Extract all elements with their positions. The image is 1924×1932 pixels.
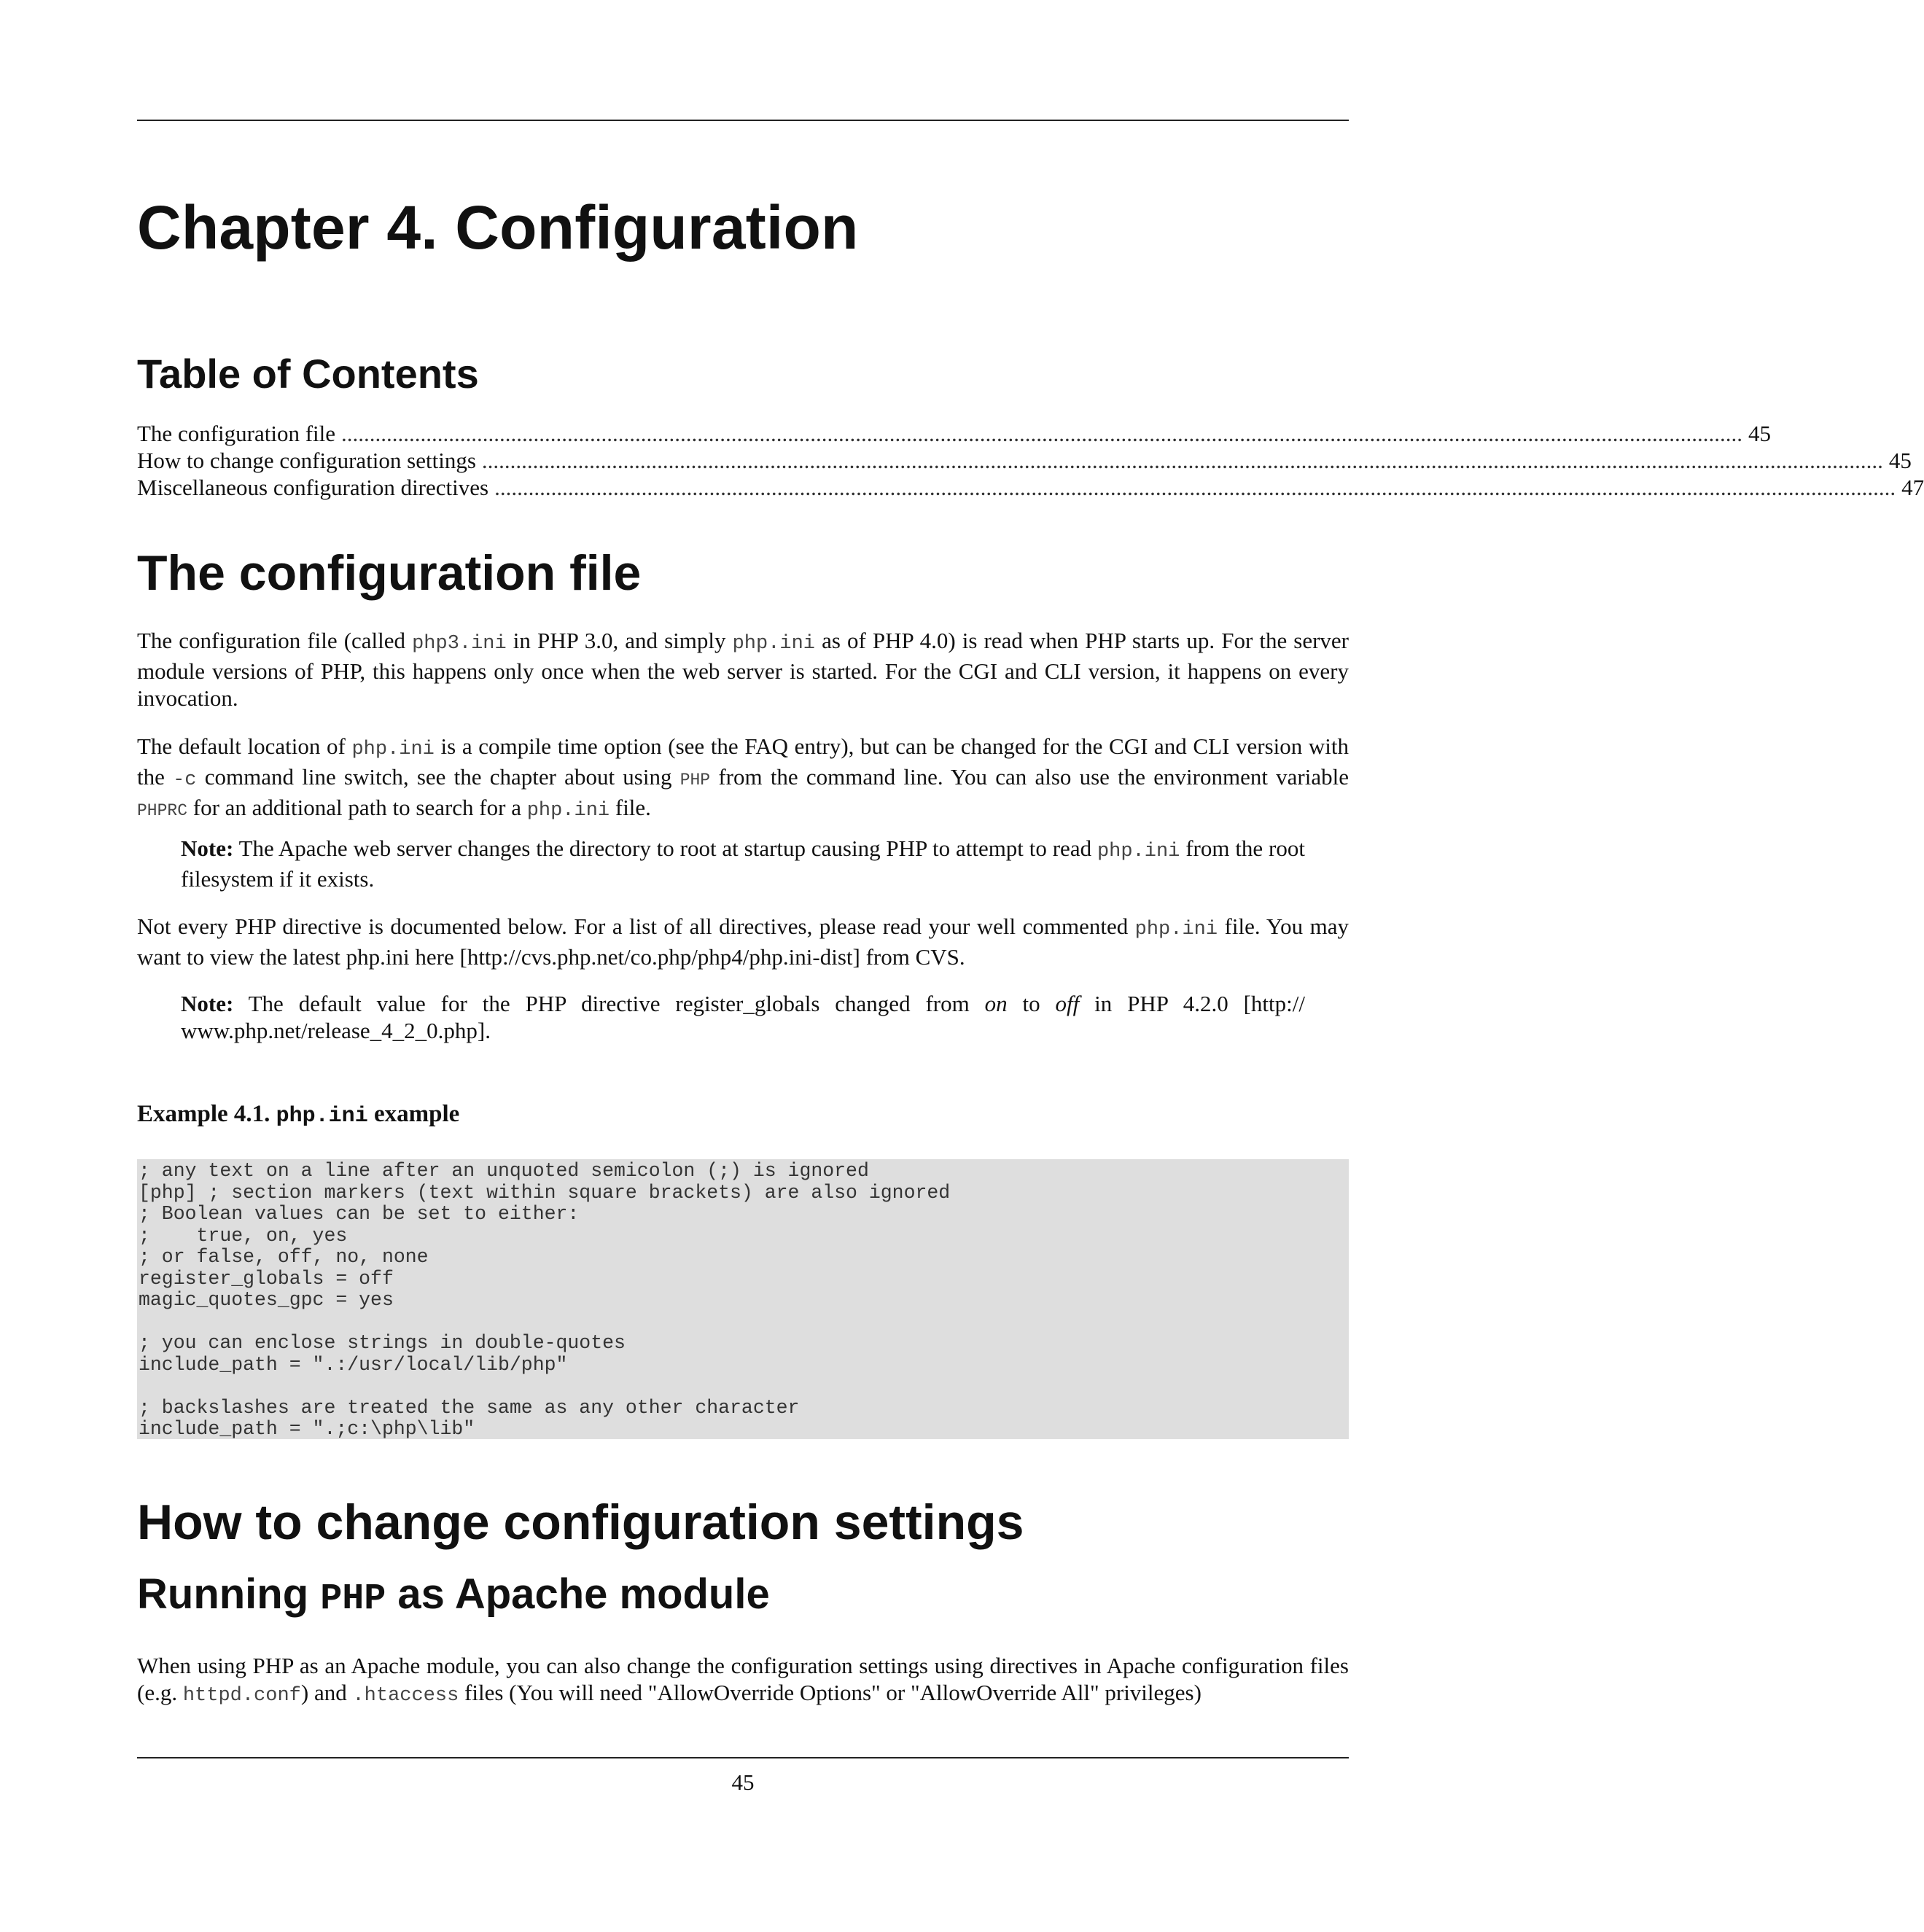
subsection-heading-apache-module: Running PHP as Apache module (137, 1570, 770, 1620)
inline-code: PHP (679, 771, 711, 790)
note-register-globals: Note: The default value for the PHP directive register_globals changed from on to off in PHP 4.2.0 [http:// www.php.net/release_4_2_0.php]. (181, 991, 1305, 1043)
section-heading-change-settings: How to change configuration settings (137, 1495, 1024, 1550)
paragraph-default-location: The default location of php.ini is a compile time option (see the FAQ entry), but can be changed for the CGI and CLI version with the -c command line switch, see the chapter about using PHP from the command line. You can also use the environment variable PHPRC for an additional path to search for a php.ini file. (137, 733, 1349, 822)
header-rule (137, 120, 1349, 121)
inline-code: PHPRC (137, 801, 188, 820)
toc-entry[interactable] (137, 447, 1912, 474)
chapter-title: Chapter 4. Configuration (137, 193, 859, 262)
paragraph-apache-module: When using PHP as an Apache module, you can also change the configuration settings using directives in Apache configuration files (e.g. httpd.conf) and .htaccess files (You will need "AllowOverride Options" or "AllowOverride All" privileges) (137, 1653, 1349, 1707)
toc-entry-title[interactable]: How to change configuration settings (137, 448, 476, 473)
code-example-text: ; any text on a line after an unquoted semicolon (;) is ignored [php] ; section markers (text within square brackets) are also ignored ; Boolean values can be set to either: ; true, on, yes ; or false, off, no, none register_globals = off magic_quotes_gpc = yes ; you can enclose strings in double-quotes include_path = ".:/usr/local/lib/php" ; backslashes are treated the same as any other character include_path = ".;c:\php\lib" (139, 1160, 951, 1440)
inline-code: httpd.conf (182, 1685, 301, 1707)
inline-code: php.ini (732, 633, 816, 655)
toc-entry-title[interactable]: Miscellaneous configuration directives (137, 475, 489, 500)
section-heading-configuration-file: The configuration file (137, 545, 642, 601)
example-title: Example 4.1. php.ini example (137, 1101, 460, 1129)
code-example-block (137, 1159, 1349, 1439)
note-label: Note: (181, 835, 234, 861)
toc-entry-page[interactable]: 45 (1888, 448, 1912, 473)
document-page (137, 0, 1924, 1932)
toc-entry[interactable] (137, 474, 1924, 501)
toc-leader-dots: ........................................................................................................................................................................................................................................................ (494, 475, 1896, 500)
inline-code: php.ini (526, 800, 610, 822)
toc-entry-title[interactable]: The configuration file (137, 421, 336, 446)
paragraph-config-file-intro: The configuration file (called php3.ini in PHP 3.0, and simply php.ini as of PHP 4.0) is read when PHP starts up. For the server module versions of PHP, this happens only once when the web server is started. For the CGI and CLI version, it happens on every invocation. (137, 628, 1349, 711)
inline-code: .htaccess (352, 1685, 459, 1707)
toc-leader-dots: ........................................................................................................................................................................................................................................................ (341, 421, 1743, 446)
toc-entry-page[interactable]: 45 (1748, 421, 1772, 446)
toc-title: Table of Contents (137, 351, 479, 397)
toc-leader-dots: ........................................................................................................................................................................................................................................................ (481, 448, 1883, 473)
inline-code: php.ini (1097, 841, 1180, 862)
inline-code: php.ini (1134, 919, 1218, 940)
inline-code: php3.ini (412, 633, 507, 655)
inline-code: php.ini (351, 739, 435, 760)
note-label: Note: (181, 991, 234, 1016)
toc-entry-page[interactable]: 47 (1901, 475, 1924, 500)
toc-entry[interactable] (137, 420, 1772, 447)
inline-code: -c (173, 769, 197, 791)
footer-rule (137, 1757, 1349, 1758)
page-number: 45 (731, 1769, 755, 1795)
table-of-contents (137, 420, 1924, 501)
note-apache-root: Note: The Apache web server changes the directory to root at startup causing PHP to attempt to read php.ini from the root filesystem if it exists. (181, 835, 1305, 892)
paragraph-directives: Not every PHP directive is documented below. For a list of all directives, please read your well commented php.ini file. You may want to view the latest php.ini here [http://cvs.php.net/co.php/php4/php.ini-dist] from CVS. (137, 914, 1349, 970)
